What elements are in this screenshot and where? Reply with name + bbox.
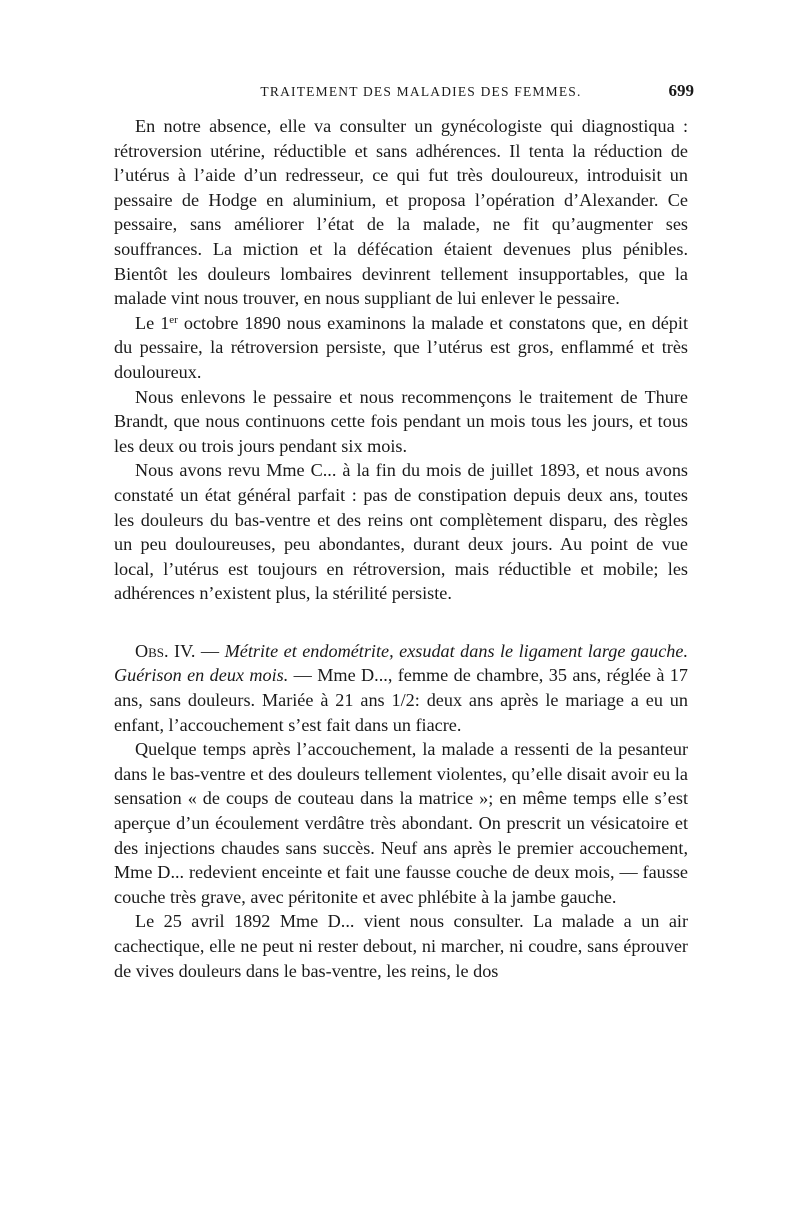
page-number: 699 [668,81,694,100]
book-page [114,81,694,983]
running-title: TRAITEMENT DES MALADIES DES FEMMES. [260,84,582,99]
observation-label: Obs. IV. — [135,640,225,661]
observation-title: Métrite et endométrite, exsudat dans le ligament large gauche. Guérison en deux mois. [114,640,688,686]
section-gap [114,606,688,639]
date-lead: Le 1 [135,312,170,333]
paragraph-consultation: En notre absence, elle va consulter un gynécologiste qui diagnostiqua : rétroversion utérine, réductible et sans adhérences. Il tenta la réduction de l’utérus à l’aide d’un redresseur, ce qui fut très douloureux, introduisit un pessaire de Hodge en aluminium, et proposa l’opération d’Alexander. Ce pessaire, sans améliorer l’état de la malade, ne fit qu’augmenter ses souffrances. La miction et la défécation étaient devenues plus pénibles. Bientôt les douleurs lombaires devinrent tellement insupportables, que la malade vint nous trouver, en nous suppliant de lui enlever le pessaire. [114,116,688,309]
observation-heading [114,639,688,737]
running-header [114,81,694,114]
paragraph-treatment: Nous enlevons le pessaire et nous recommençons le traitement de Thure Brandt, que nous continuons cette fois pendant un mois tous les jours, et tous les deux ou trois jours pendant six mois. [114,386,688,456]
paragraph-history: Quelque temps après l’accouchement, la malade a ressenti de la pesanteur dans le bas-ventre et des douleurs tellement violentes, qu’elle disait avoir eu la sensation « de coups de couteau dans la matrice »; en même temps elle s’est aperçue d’un écoulement verdâtre très abondant. On prescrit un vésicatoire et des injections chaudes sans succès. Neuf ans après le premier accouchement, Mme D... redevient enceinte et fait une fausse couche de deux mois, — fausse couche très grave, avec péritonite et avec phlébite à la jambe gauche. [114,739,688,907]
paragraph-october-exam [114,311,688,385]
paragraph-followup: Nous avons revu Mme C... à la fin du mois de juillet 1893, et nous avons constaté un état général parfait : pas de constipation depuis deux ans, toutes les douleurs du bas-ventre et des reins ont complètement disparu, des règles un peu douloureuses, peu abondantes, durant deux jours. Au point de vue local, l’utérus est toujours en rétroversion, mais réductible et mobile; les adhérences n’existent plus, la stérilité persiste. [114,460,688,604]
ordinal-superscript: er [169,313,178,326]
paragraph-april-visit: Le 25 avril 1892 Mme D... vient nous consulter. La malade a un air cachectique, elle ne peut ni rester debout, ni marcher, ni coudre, sans éprouver de vives douleurs dans le bas-ventre, les reins, le dos [114,911,688,981]
date-rest: octobre 1890 nous examinons la malade et constatons que, en dépit du pessaire, la rétroversion persiste, que l’utérus est gros, enflammé et très douloureux. [114,312,688,382]
observation-intro: — Mme D..., femme de chambre, 35 ans, réglée à 17 ans, sans douleurs. Mariée à 21 ans 1/2: deux ans après le mariage a eu un enfant, l’accouchement s’est fait dans un fiacre. [114,665,688,735]
